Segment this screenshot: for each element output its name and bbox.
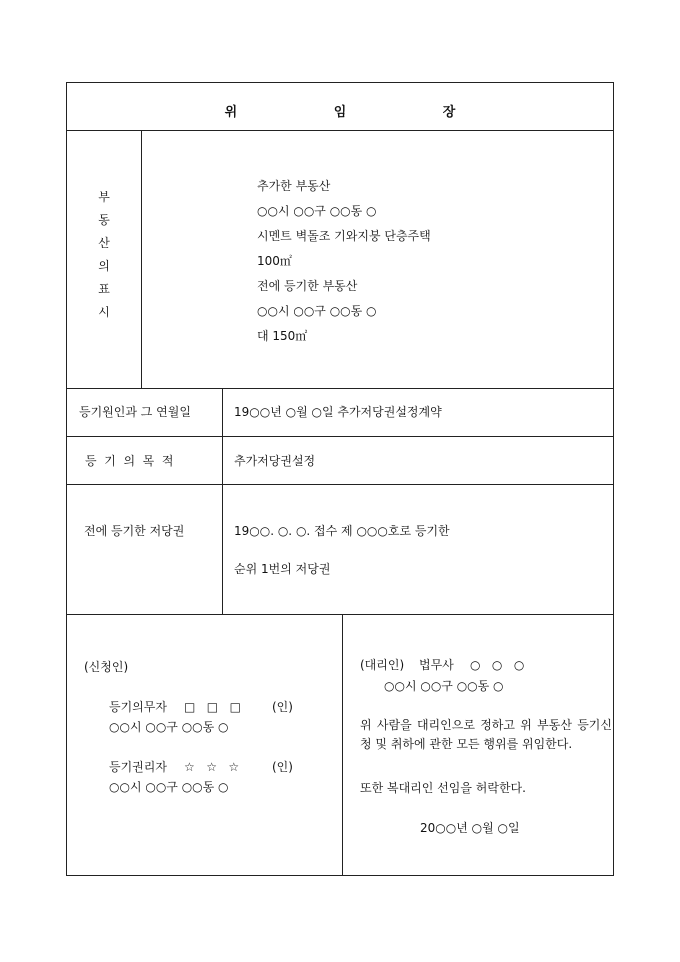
agent-name-marks: ○ ○ ○ <box>470 658 525 672</box>
property-label-char: 산 <box>98 236 110 250</box>
agent-address: ○○시 ○○구 ○○동 ○ <box>384 679 504 693</box>
property-line: ○○시 ○○구 ○○동 ○ <box>257 304 377 318</box>
power-of-attorney-form <box>66 82 614 876</box>
holder-label: 등기권리자 <box>109 760 167 774</box>
obligor-address: ○○시 ○○구 ○○동 ○ <box>109 720 229 734</box>
rule-purpose-bottom <box>67 484 613 485</box>
cause-label: 등기원인과 그 연월일 <box>79 405 191 419</box>
property-line: 대 150㎡ <box>257 329 308 343</box>
prior-value-line2: 순위 1번의 저당권 <box>234 562 331 576</box>
property-line: 전에 등기한 부동산 <box>257 279 358 293</box>
property-label-char: 동 <box>98 213 110 227</box>
obligor-seal: (인) <box>272 700 293 714</box>
property-line: 시멘트 벽돌조 기와지붕 단층주택 <box>257 229 431 243</box>
purpose-label: 등 기 의 목 적 <box>85 454 174 468</box>
property-line: 추가한 부동산 <box>257 179 331 193</box>
holder-address: ○○시 ○○구 ○○동 ○ <box>109 780 229 794</box>
agent-title: 법무사 <box>419 658 454 672</box>
cause-value: 19○○년 ○월 ○일 추가저당권설정계약 <box>234 405 442 419</box>
rule-property-divider <box>141 130 142 388</box>
rule-prior-bottom <box>67 614 613 615</box>
property-label-char: 시 <box>98 305 110 319</box>
property-line: 100㎡ <box>257 254 292 268</box>
rule-title-bottom <box>67 130 613 131</box>
rule-bottom-divider <box>342 614 343 876</box>
rule-cause-bottom <box>67 436 613 437</box>
holder-marks: ☆ ☆ ☆ <box>184 760 240 774</box>
agent-date: 20○○년 ○월 ○일 <box>420 821 520 835</box>
prior-label: 전에 등기한 저당권 <box>84 524 185 538</box>
property-label-char: 표 <box>98 282 110 296</box>
property-line: ○○시 ○○구 ○○동 ○ <box>257 204 377 218</box>
prior-value-line1: 19○○. ○. ○. 접수 제 ○○○호로 등기한 <box>234 524 450 538</box>
obligor-marks: □ □ □ <box>184 700 241 714</box>
applicant-heading: (신청인) <box>84 660 129 674</box>
page-title: 위 임 장 <box>224 105 502 120</box>
rule-property-bottom <box>67 388 613 389</box>
rule-middle-divider <box>222 388 223 614</box>
property-label-char: 부 <box>98 190 110 204</box>
agent-statement: 위 사람을 대리인으로 정하고 위 부동산 등기신청 및 취하에 관한 모든 행위를 위임한다. <box>360 718 612 751</box>
holder-seal: (인) <box>272 760 293 774</box>
property-label-char: 의 <box>98 259 110 273</box>
agent-heading: (대리인) <box>360 658 405 672</box>
agent-statement-2: 또한 복대리인 선임을 허락한다. <box>360 781 526 795</box>
obligor-label: 등기의무자 <box>109 700 167 714</box>
purpose-value: 추가저당권설정 <box>234 454 316 468</box>
